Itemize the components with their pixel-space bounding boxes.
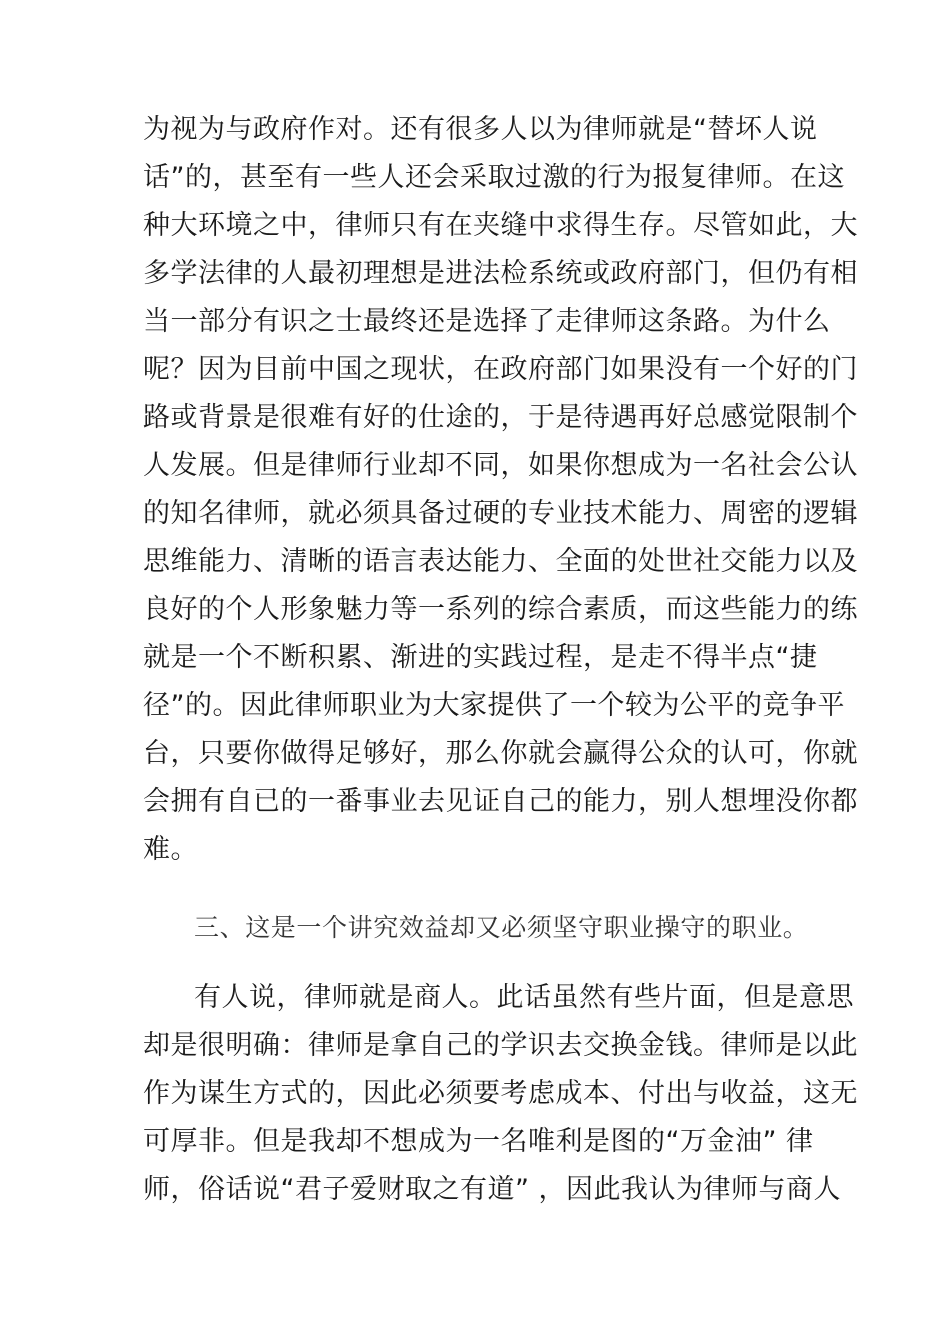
paragraph-2-line-2: 却是很明确：律师是拿自己的学识去交换金钱。律师是以此 — [143, 1030, 858, 1061]
paragraph-1-line-10: 思维能力、清晰的语言表达能力、全面的处世社交能力以及 — [143, 546, 858, 577]
paragraph-1-line-8: 人发展。但是律师行业却不同，如果你想成为一名社会公认 — [143, 450, 858, 481]
paragraph-1-line-5: 当一部分有识之士最终还是选择了走律师这条路。为什么 — [143, 306, 831, 337]
section-heading: 三、这是一个讲究效益却又必须坚守职业操守的职业。 — [194, 913, 809, 942]
paragraph-1-line-9: 的知名律师，就必须具备过硬的专业技术能力、周密的逻辑 — [143, 498, 858, 529]
paragraph-2-line-5: 师，俗话说“君子爱财取之有道” ，因此我认为律师与商人 — [143, 1174, 842, 1205]
paragraph-1-line-1: 为视为与政府作对。还有很多人以为律师就是“替坏人说 — [143, 114, 818, 145]
paragraph-1-line-14: 台，只要你做得足够好，那么你就会赢得公众的认可，你就 — [143, 738, 858, 769]
paragraph-1-line-11: 良好的个人形象魅力等一系列的综合素质，而这些能力的练 — [143, 594, 858, 625]
paragraph-1-line-16: 难。 — [143, 834, 198, 865]
paragraph-1-line-13: 径”的。因此律师职业为大家提供了一个较为公平的竞争平 — [143, 690, 845, 721]
paragraph-1-line-3: 种大环境之中，律师只有在夹缝中求得生存。尽管如此，大 — [143, 210, 858, 241]
paragraph-2-line-3: 作为谋生方式的，因此必须要考虑成本、付出与收益，这无 — [143, 1078, 858, 1109]
paragraph-2-line-4: 可厚非。但是我却不想成为一名唯利是图的“万金油” 律 — [143, 1126, 814, 1157]
paragraph-1-line-6: 呢？因为目前中国之现状，在政府部门如果没有一个好的门 — [143, 354, 858, 385]
paragraph-1-line-2: 话”的，甚至有一些人还会采取过激的行为报复律师。在这 — [143, 162, 845, 193]
paragraph-1-line-12: 就是一个不断积累、渐进的实践过程，是走不得半点“捷 — [143, 642, 818, 673]
paragraph-1-line-15: 会拥有自已的一番事业去见证自己的能力，别人想埋没你都 — [143, 786, 858, 817]
paragraph-2-line-1: 有人说，律师就是商人。此话虽然有些片面，但是意思 — [194, 982, 854, 1013]
paragraph-1-line-4: 多学法律的人最初理想是进法检系统或政府部门，但仍有相 — [143, 258, 858, 289]
paragraph-1-line-7: 路或背景是很难有好的仕途的，于是待遇再好总感觉限制个 — [143, 402, 858, 433]
